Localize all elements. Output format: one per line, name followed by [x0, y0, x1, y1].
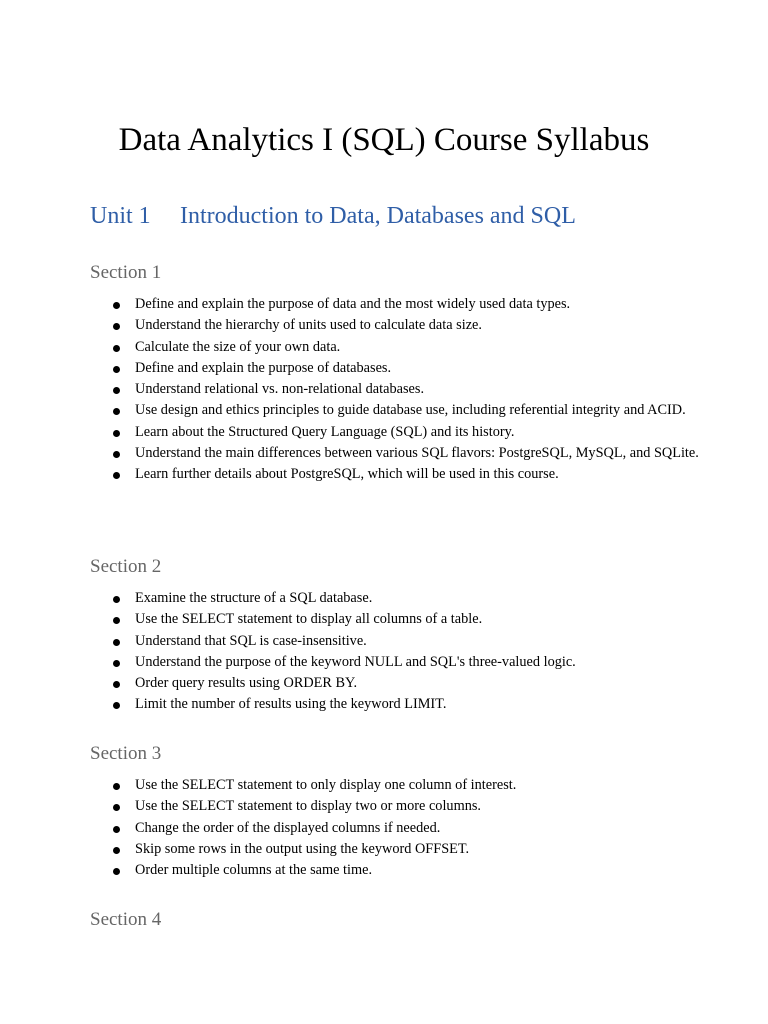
list-item-text: Define and explain the purpose of databases. [135, 359, 392, 376]
list-item [90, 673, 710, 694]
list-item [90, 464, 710, 485]
list-item-text: Understand relational vs. non-relational databases. [135, 381, 425, 398]
list-item [90, 775, 710, 796]
section-title: Section 2 [90, 556, 162, 577]
section-1-objectives [90, 294, 710, 486]
list-item-text: Use the SELECT statement to display all columns of a table. [135, 611, 483, 628]
bullet-icon [113, 430, 120, 437]
bullet-icon [113, 323, 120, 330]
list-item-text: Order query results using ORDER BY. [135, 675, 358, 692]
bullet-icon [113, 639, 120, 646]
bullet-icon [113, 302, 120, 309]
bullet-icon [113, 826, 120, 833]
section-2-objectives [90, 588, 710, 716]
bullet-icon [113, 387, 120, 394]
unit-title: Introduction to Data, Databases and SQL [180, 203, 576, 229]
list-item-text: Limit the number of results using the keyword LIMIT. [135, 696, 447, 713]
list-item-text: Use the SELECT statement to only display one column of interest. [135, 777, 517, 793]
list-item-text: Order multiple columns at the same time. [135, 862, 373, 879]
document-title: Data Analytics I (SQL) Course Syllabus [118, 122, 650, 158]
section-4 [90, 907, 710, 933]
section-1 [90, 260, 710, 486]
list-item [90, 796, 710, 817]
unit-heading [90, 199, 576, 233]
bullet-icon [113, 847, 120, 854]
list-item [90, 609, 710, 630]
list-item-text: Learn further details about PostgreSQL, which will be used in this course. [135, 466, 559, 483]
bullet-icon [113, 702, 120, 709]
bullet-icon [113, 596, 120, 603]
bullet-icon [113, 472, 120, 479]
list-item [90, 839, 710, 860]
list-item-text: Examine the structure of a SQL database. [135, 590, 373, 606]
list-item [90, 443, 710, 464]
list-item [90, 652, 710, 673]
list-item [90, 294, 710, 315]
list-item [90, 422, 710, 443]
list-item [90, 315, 710, 336]
list-item-text: Use the SELECT statement to display two or more columns. [135, 798, 481, 815]
list-item [90, 400, 710, 421]
list-item [90, 337, 710, 358]
list-item-text: Skip some rows in the output using the keyword OFFSET. [135, 840, 470, 857]
bullet-icon [113, 617, 120, 624]
section-title: Section 3 [90, 743, 162, 764]
bullet-icon [113, 660, 120, 667]
list-item [90, 358, 710, 379]
list-item-text: Use design and ethics principles to guide database use, including referential integrity and ACID. [135, 402, 686, 419]
list-item-text: Change the order of the displayed columns if needed. [135, 819, 441, 836]
section-title: Section 4 [90, 909, 162, 930]
list-item [90, 379, 710, 400]
section-3 [90, 741, 710, 881]
bullet-icon [113, 681, 120, 688]
list-item-text: Define and explain the purpose of data and the most widely used data types. [135, 296, 571, 312]
list-item [90, 631, 710, 652]
list-item [90, 860, 710, 881]
section-3-objectives [90, 775, 710, 881]
unit-number: Unit 1 [90, 203, 151, 229]
list-item [90, 694, 710, 715]
section-title: Section 1 [90, 262, 162, 283]
list-item [90, 818, 710, 839]
bullet-icon [113, 804, 120, 811]
list-item-text: Understand the hierarchy of units used to calculate data size. [135, 317, 482, 334]
section-2 [90, 554, 710, 716]
list-item-text: Calculate the size of your own data. [135, 338, 341, 355]
list-item-text: Understand the main differences between various SQL flavors: PostgreSQL, MySQL, and SQLite. [135, 445, 699, 462]
bullet-icon [113, 366, 120, 373]
bullet-icon [113, 783, 120, 790]
bullet-icon [113, 345, 120, 352]
list-item-text: Understand the purpose of the keyword NULL and SQL's three-valued logic. [135, 653, 576, 670]
list-item [90, 588, 710, 609]
bullet-icon [113, 868, 120, 875]
bullet-icon [113, 451, 120, 458]
list-item-text: Understand that SQL is case-insensitive. [135, 632, 367, 649]
bullet-icon [113, 408, 120, 415]
list-item-text: Learn about the Structured Query Language (SQL) and its history. [135, 423, 515, 440]
